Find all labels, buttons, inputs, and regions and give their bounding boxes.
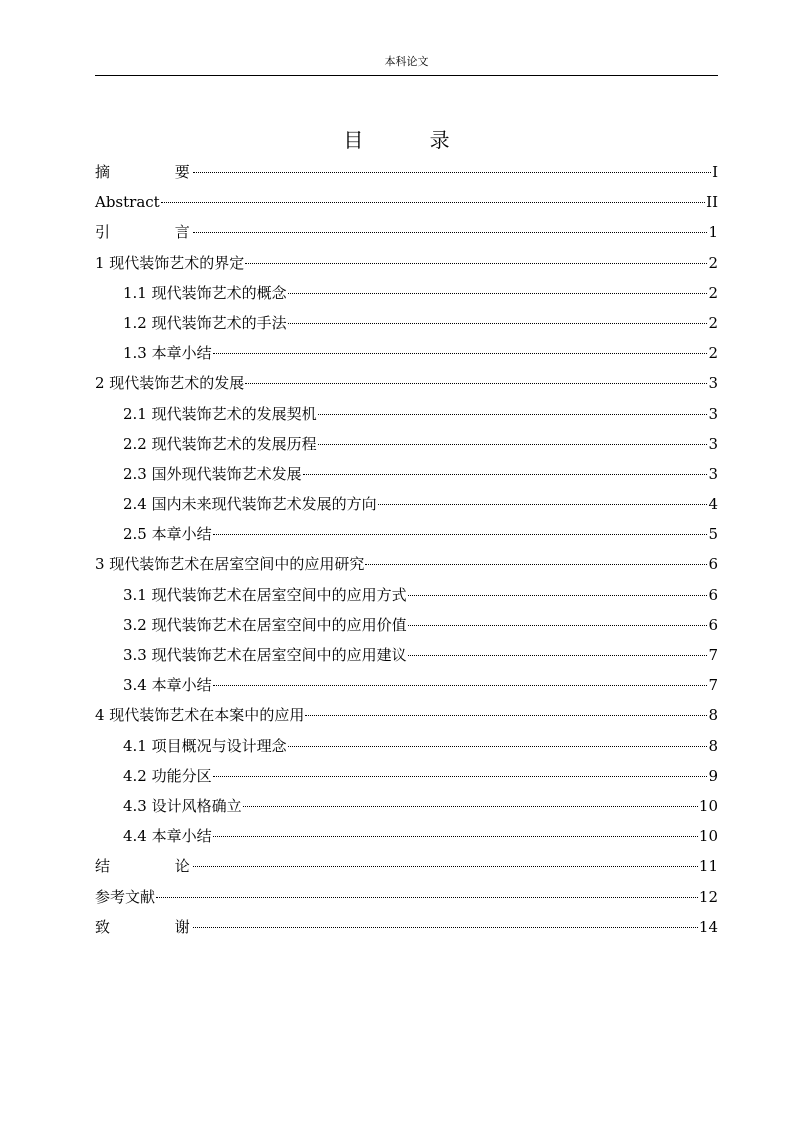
toc-entry[interactable] (95, 580, 718, 610)
toc-entry-label: 结 论 (95, 857, 220, 876)
toc-entry-label: 4.4 本章小结 (123, 827, 212, 846)
table-of-contents (95, 157, 718, 942)
dot-leader (213, 353, 708, 354)
dot-leader (288, 323, 708, 324)
toc-entry-page: 10 (698, 827, 718, 846)
toc-entry-page: 2 (708, 344, 718, 363)
toc-entry[interactable] (95, 670, 718, 700)
dot-leader (156, 897, 698, 898)
toc-entry[interactable] (95, 700, 718, 730)
toc-entry-page: 2 (708, 283, 718, 302)
toc-entry-page: 3 (708, 434, 718, 453)
dot-leader (408, 625, 708, 626)
dot-leader (193, 927, 698, 928)
toc-entry-page: 11 (698, 857, 718, 876)
toc-entry-page: II (706, 193, 718, 212)
toc-entry-label: 1 现代装饰艺术的界定 (95, 253, 245, 272)
toc-entry[interactable] (95, 610, 718, 640)
toc-entry-label: 3.4 本章小结 (123, 676, 212, 695)
toc-entry-label: 致 谢 (95, 917, 220, 936)
toc-entry[interactable] (95, 640, 718, 670)
toc-entry-page: 6 (708, 585, 718, 604)
toc-entry-label: 4.1 项目概况与设计理念 (123, 736, 287, 755)
toc-entry-label: 2.5 本章小结 (123, 525, 212, 544)
dot-leader (213, 685, 708, 686)
toc-entry-label: 3.2 现代装饰艺术在居室空间中的应用价值 (123, 615, 407, 634)
toc-entry[interactable] (95, 791, 718, 821)
toc-entry-page: 14 (698, 917, 718, 936)
toc-entry-page: 7 (708, 676, 718, 695)
toc-entry[interactable] (95, 187, 718, 217)
toc-entry-page: 7 (708, 646, 718, 664)
dot-leader (408, 655, 708, 656)
dot-leader (193, 232, 708, 233)
dot-leader (318, 414, 708, 415)
toc-entry-label: 摘 要 (95, 163, 220, 181)
dot-leader (305, 715, 707, 716)
toc-entry-label: 1.2 现代装饰艺术的手法 (123, 313, 287, 332)
toc-entry-label: 3.3 现代装饰艺术在居室空间中的应用建议 (123, 646, 407, 664)
dot-leader (193, 866, 698, 867)
toc-entry-page: 8 (708, 736, 718, 755)
toc-entry-label: 引 言 (95, 223, 220, 242)
toc-entry-page: 6 (708, 615, 718, 634)
toc-entry-page: 3 (708, 374, 718, 393)
toc-entry-page: 2 (708, 313, 718, 332)
dot-leader (318, 444, 708, 445)
header-text: 本科论文 (384, 55, 429, 68)
toc-entry-page: 8 (708, 706, 718, 725)
toc-entry[interactable] (95, 882, 718, 912)
toc-entry-page: 6 (708, 555, 718, 574)
toc-entry-label: 4.3 设计风格确立 (123, 796, 242, 815)
dot-leader (365, 564, 707, 565)
toc-entry-label: 4 现代装饰艺术在本案中的应用 (95, 706, 305, 725)
toc-entry[interactable] (95, 399, 718, 429)
dot-leader (303, 474, 708, 475)
page-title: 目 录 (343, 128, 480, 152)
toc-entry-page: 3 (708, 464, 718, 483)
toc-entry-label: 4.2 功能分区 (123, 766, 212, 785)
toc-entry[interactable] (95, 308, 718, 338)
toc-entry-page: 2 (708, 253, 718, 272)
toc-entry[interactable] (95, 821, 718, 851)
toc-entry-page: 9 (708, 766, 718, 785)
dot-leader (193, 172, 711, 173)
toc-entry-page: 12 (698, 887, 718, 906)
toc-entry-label: 2.3 国外现代装饰艺术发展 (123, 464, 302, 483)
dot-leader (243, 806, 698, 807)
dot-leader (378, 504, 708, 505)
toc-entry-page: 4 (708, 495, 718, 514)
toc-entry-page: 10 (698, 796, 718, 815)
toc-entry-label: 2.2 现代装饰艺术的发展历程 (123, 434, 317, 453)
toc-entry-page: I (712, 163, 718, 181)
dot-leader (213, 776, 708, 777)
toc-entry-page: 3 (708, 404, 718, 423)
toc-entry-label: 参考文献 (95, 887, 156, 906)
dot-leader (245, 383, 707, 384)
toc-entry-label: 2 现代装饰艺术的发展 (95, 374, 245, 393)
toc-entry[interactable] (95, 731, 718, 761)
toc-entry[interactable] (95, 278, 718, 308)
toc-entry-label: 1.3 本章小结 (123, 344, 212, 363)
toc-entry[interactable] (95, 248, 718, 278)
dot-leader (408, 595, 708, 596)
toc-entry-label: 2.1 现代装饰艺术的发展契机 (123, 404, 317, 423)
toc-entry[interactable] (95, 851, 718, 881)
dot-leader (213, 836, 698, 837)
toc-entry[interactable] (95, 338, 718, 368)
toc-entry[interactable] (95, 157, 718, 187)
toc-entry-label: Abstract (95, 193, 160, 212)
toc-entry[interactable] (95, 519, 718, 549)
toc-entry[interactable] (95, 429, 718, 459)
dot-leader (288, 293, 708, 294)
dot-leader (213, 534, 708, 535)
toc-entry[interactable] (95, 217, 718, 247)
toc-entry[interactable] (95, 459, 718, 489)
toc-entry[interactable] (95, 912, 718, 942)
toc-entry[interactable] (95, 489, 718, 519)
toc-entry-page: 1 (708, 223, 718, 242)
toc-entry-label: 1.1 现代装饰艺术的概念 (123, 283, 287, 302)
toc-entry[interactable] (95, 368, 718, 398)
toc-entry-label: 3.1 现代装饰艺术在居室空间中的应用方式 (123, 585, 407, 604)
toc-entry[interactable] (95, 549, 718, 579)
toc-entry-page: 5 (708, 525, 718, 544)
toc-entry-label: 3 现代装饰艺术在居室空间中的应用研究 (95, 555, 365, 574)
toc-entry[interactable] (95, 761, 718, 791)
dot-leader (161, 202, 705, 203)
dot-leader (245, 263, 707, 264)
page-header (95, 55, 718, 76)
toc-entry-label: 2.4 国内未来现代装饰艺术发展的方向 (123, 495, 377, 514)
dot-leader (288, 746, 708, 747)
